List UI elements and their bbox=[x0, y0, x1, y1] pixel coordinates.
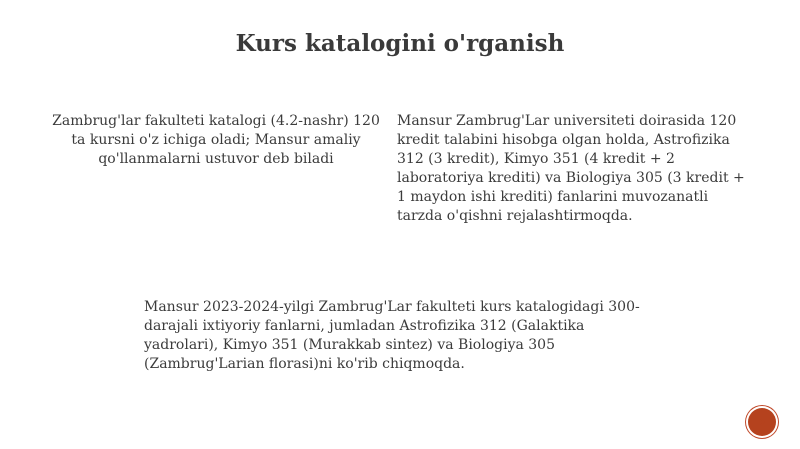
left-text-block: Zambrug'lar fakulteti katalogi (4.2-nashr) 120 ta kursni o'z ichiga oladi; Mansur amaliy qo'llanmalarni ustuvor deb biladi bbox=[52, 113, 380, 167]
slide-title: Kurs katalogini o'rganish bbox=[235, 30, 565, 57]
right-text-block: Mansur Zambrug'Lar universiteti doirasida 120 kredit talabini hisobga olgan holda, Astrofizika 312 (3 kredit), Kimyo 351 (4 kredit + 2 laboratoriya krediti) va Biologiya 305 (3 kredit + 1 maydon ishi krediti) fanlarini muvozanatli tarzda o'qishni rejalashtirmoqda. bbox=[397, 113, 745, 224]
next-slide-button[interactable] bbox=[748, 408, 776, 436]
next-slide-icon bbox=[756, 416, 768, 428]
bottom-text-block: Mansur 2023-2024-yilgi Zambrug'Lar fakulteti kurs katalogidagi 300-darajali ixtiyoriy fanlarni, jumladan Astrofizika 312 (Galaktika yadrolari), Kimyo 351 (Murakkab sintez) va Biologiya 305 (Zambrug'Larian florasi)ni ko'rib chiqmoqda. bbox=[144, 299, 640, 372]
